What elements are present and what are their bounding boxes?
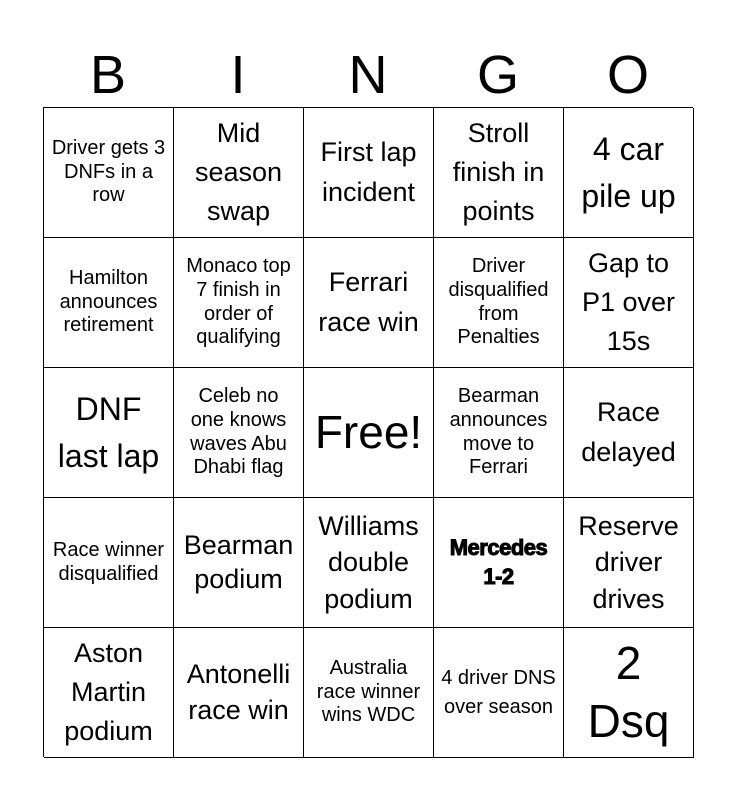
cell-text: Race delayed [581, 397, 676, 467]
cell-text: Ferrari race win [318, 267, 419, 337]
bingo-board [43, 107, 693, 757]
cell-text: Driver gets 3 DNFs in a row [51, 137, 166, 207]
cell-text: Free! [314, 406, 423, 459]
free-cell[interactable] [304, 368, 434, 498]
cell-text: Reserve driver drives [578, 510, 679, 614]
cell-text: Bearman announces move to Ferrari [449, 385, 548, 479]
bingo-cell[interactable] [434, 108, 564, 238]
bingo-cell[interactable] [564, 498, 694, 628]
header-letter-i: I [230, 45, 246, 105]
bingo-cell[interactable] [304, 498, 434, 628]
bingo-cell[interactable] [174, 498, 304, 628]
bingo-cell[interactable] [174, 238, 304, 368]
cell-text: Gap to P1 over 15s [581, 247, 676, 357]
cell-text: Mercedes 1-2 [449, 534, 548, 589]
bingo-cell[interactable] [564, 108, 694, 238]
cell-text: Aston Martin podium [64, 637, 153, 747]
bingo-header [43, 40, 693, 110]
cell-text: Driver disqualified from Penalties [448, 255, 549, 349]
bingo-cell[interactable] [174, 628, 304, 758]
bingo-cell[interactable] [434, 368, 564, 498]
header-letter-n: N [348, 45, 388, 105]
cell-text: 2 Dsq [587, 637, 670, 747]
bingo-cell[interactable] [44, 628, 174, 758]
header-letter-b: B [89, 45, 127, 105]
bingo-cell[interactable] [434, 238, 564, 368]
cell-text: Bearman podium [183, 529, 294, 594]
bingo-cell[interactable] [174, 108, 304, 238]
bingo-cell[interactable] [44, 368, 174, 498]
cell-text: Antonelli race win [186, 659, 291, 725]
bingo-cell[interactable] [44, 498, 174, 628]
bingo-cell[interactable] [434, 498, 564, 628]
cell-text: Monaco top 7 finish in order of qualifying [186, 255, 291, 349]
cell-text: Hamilton announces retirement [59, 267, 158, 337]
bingo-cell[interactable] [564, 628, 694, 758]
bingo-cell[interactable] [564, 238, 694, 368]
cell-text: 4 driver DNS over season [441, 666, 556, 718]
cell-text: Williams double podium [318, 510, 419, 614]
cell-text: 4 car pile up [581, 131, 676, 214]
header-letter-o: O [606, 45, 649, 105]
cell-text: Mid season swap [194, 117, 283, 227]
bingo-cell[interactable] [564, 368, 694, 498]
cell-text: Celeb no one knows waves Abu Dhabi flag [190, 385, 287, 479]
bingo-cell[interactable] [304, 108, 434, 238]
bingo-cell[interactable] [44, 238, 174, 368]
bingo-cell[interactable] [304, 628, 434, 758]
bingo-cell[interactable] [174, 368, 304, 498]
bingo-cell[interactable] [44, 108, 174, 238]
cell-text: First lap incident [320, 137, 417, 207]
bingo-cell[interactable] [434, 628, 564, 758]
cell-text: Stroll finish in points [452, 117, 545, 227]
cell-text: Race winner disqualified [52, 538, 165, 585]
cell-text: DNF last lap [57, 391, 160, 474]
bingo-cell[interactable] [304, 238, 434, 368]
cell-text: Australia race winner wins WDC [316, 657, 421, 727]
header-letter-g: G [476, 45, 519, 105]
